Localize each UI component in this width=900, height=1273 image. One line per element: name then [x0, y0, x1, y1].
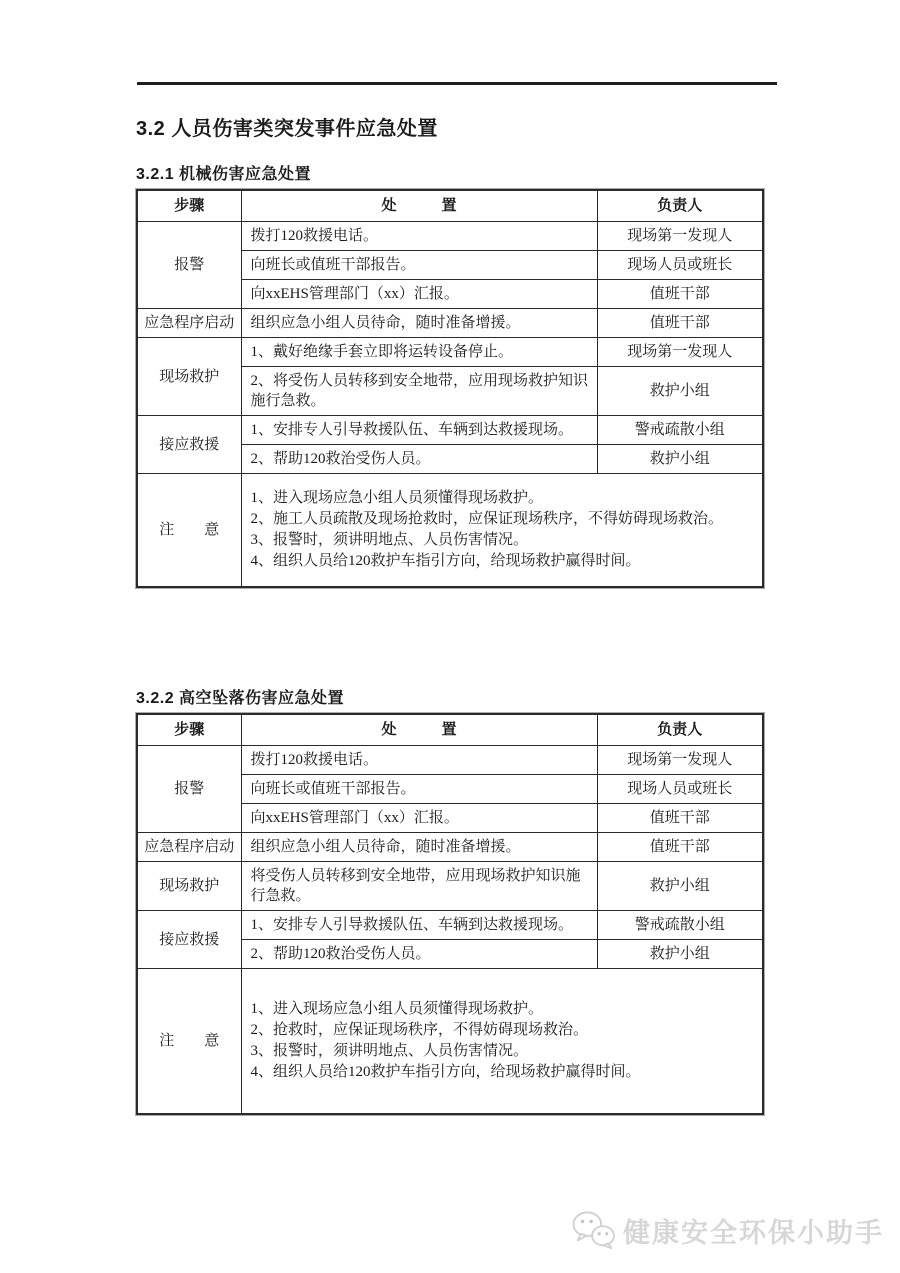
column-header: 负责人: [597, 190, 763, 222]
action-cell: 拨打120救援电话。: [241, 746, 597, 775]
action-cell: 向xxEHS管理部门（xx）汇报。: [241, 280, 597, 309]
owner-cell: 现场人员或班长: [597, 775, 763, 804]
step-cell: 接应救援: [137, 416, 241, 474]
owner-cell: 值班干部: [597, 804, 763, 833]
action-cell: 将受伤人员转移到安全地带，应用现场救护知识施行急救。: [241, 862, 597, 911]
note-line: 3、报警时，须讲明地点、人员伤害情况。: [250, 1043, 529, 1059]
step-cell: 报警: [137, 746, 241, 833]
column-header: 步骤: [137, 714, 241, 746]
action-cell: 1、安排专人引导救援队伍、车辆到达救援现场。: [241, 911, 597, 940]
column-header: 步骤: [137, 190, 241, 222]
note-line: 1、进入现场应急小组人员须懂得现场救护。: [250, 1001, 544, 1017]
section-mechanical-injury: [136, 161, 764, 588]
note-line: 2、施工人员疏散及现场抢救时，应保证现场秩序，不得妨碍现场救治。: [250, 511, 724, 527]
owner-cell: 现场第一发现人: [597, 746, 763, 775]
section-heading-2: 3.2.2 高空坠落伤害应急处置: [136, 690, 345, 707]
column-header: 负责人: [597, 714, 763, 746]
step-cell: 注 意: [137, 474, 241, 588]
owner-cell: 警戒疏散小组: [597, 911, 763, 940]
step-cell: 现场救护: [137, 862, 241, 911]
owner-cell: 救护小组: [597, 367, 763, 416]
note-line: 3、报警时，须讲明地点、人员伤害情况。: [250, 532, 529, 548]
note-cell: [241, 969, 763, 1115]
action-cell: 组织应急小组人员待命，随时准备增援。: [241, 309, 597, 338]
document-page: [136, 112, 764, 1115]
owner-cell: 值班干部: [597, 309, 763, 338]
step-cell: 报警: [137, 222, 241, 309]
owner-cell: 救护小组: [597, 862, 763, 911]
note-cell: [241, 474, 763, 588]
column-header: 处 置: [241, 190, 597, 222]
table-header-row: [137, 190, 763, 222]
action-cell: 2、帮助120救治受伤人员。: [241, 940, 597, 969]
step-cell: 接应救援: [137, 911, 241, 969]
owner-cell: 现场人员或班长: [597, 251, 763, 280]
action-cell: 2、将受伤人员转移到安全地带，应用现场救护知识施行急救。: [241, 367, 597, 416]
table-row: [137, 222, 763, 251]
table-row: [137, 862, 763, 911]
procedure-table-mechanical: [136, 189, 764, 588]
watermark-text: 健康安全环保小助手: [623, 1217, 884, 1248]
note-line: 4、组织人员给120救护车指引方向，给现场救护赢得时间。: [250, 553, 641, 569]
action-cell: 拨打120救援电话。: [241, 222, 597, 251]
action-cell: 向班长或值班干部报告。: [241, 251, 597, 280]
note-line: 4、组织人员给120救护车指引方向，给现场救护赢得时间。: [250, 1064, 641, 1080]
owner-cell: 值班干部: [597, 833, 763, 862]
owner-cell: 值班干部: [597, 280, 763, 309]
section-heading-1: 3.2.1 机械伤害应急处置: [136, 166, 312, 183]
table-row: [137, 833, 763, 862]
table-header-row: [137, 714, 763, 746]
table-row: [137, 911, 763, 940]
header-rule: [137, 82, 777, 85]
action-cell: 2、帮助120救治受伤人员。: [241, 445, 597, 474]
table-row: [137, 309, 763, 338]
action-cell: 1、安排专人引导救援队伍、车辆到达救援现场。: [241, 416, 597, 445]
wechat-icon: [571, 1210, 617, 1250]
step-cell: 应急程序启动: [137, 833, 241, 862]
table-row: [137, 969, 763, 1115]
action-cell: 组织应急小组人员待命，随时准备增援。: [241, 833, 597, 862]
watermark: [571, 1210, 884, 1250]
column-header: 处 置: [241, 714, 597, 746]
owner-cell: 现场第一发现人: [597, 222, 763, 251]
owner-cell: 现场第一发现人: [597, 338, 763, 367]
note-line: 2、抢救时，应保证现场秩序，不得妨碍现场救治。: [250, 1022, 589, 1038]
owner-cell: 救护小组: [597, 940, 763, 969]
note-line: 1、进入现场应急小组人员须懂得现场救护。: [250, 490, 544, 506]
action-cell: 向xxEHS管理部门（xx）汇报。: [241, 804, 597, 833]
step-cell: 注 意: [137, 969, 241, 1115]
action-cell: 1、戴好绝缘手套立即将运转设备停止。: [241, 338, 597, 367]
table-row: [137, 416, 763, 445]
page-title: 3.2 人员伤害类突发事件应急处置: [136, 118, 438, 140]
step-cell: 应急程序启动: [137, 309, 241, 338]
step-cell: 现场救护: [137, 338, 241, 416]
action-cell: 向班长或值班干部报告。: [241, 775, 597, 804]
table-row: [137, 338, 763, 367]
procedure-table-fall: [136, 713, 764, 1115]
table-row: [137, 746, 763, 775]
owner-cell: 救护小组: [597, 445, 763, 474]
section-fall-injury: [136, 685, 764, 1115]
table-row: [137, 474, 763, 588]
owner-cell: 警戒疏散小组: [597, 416, 763, 445]
